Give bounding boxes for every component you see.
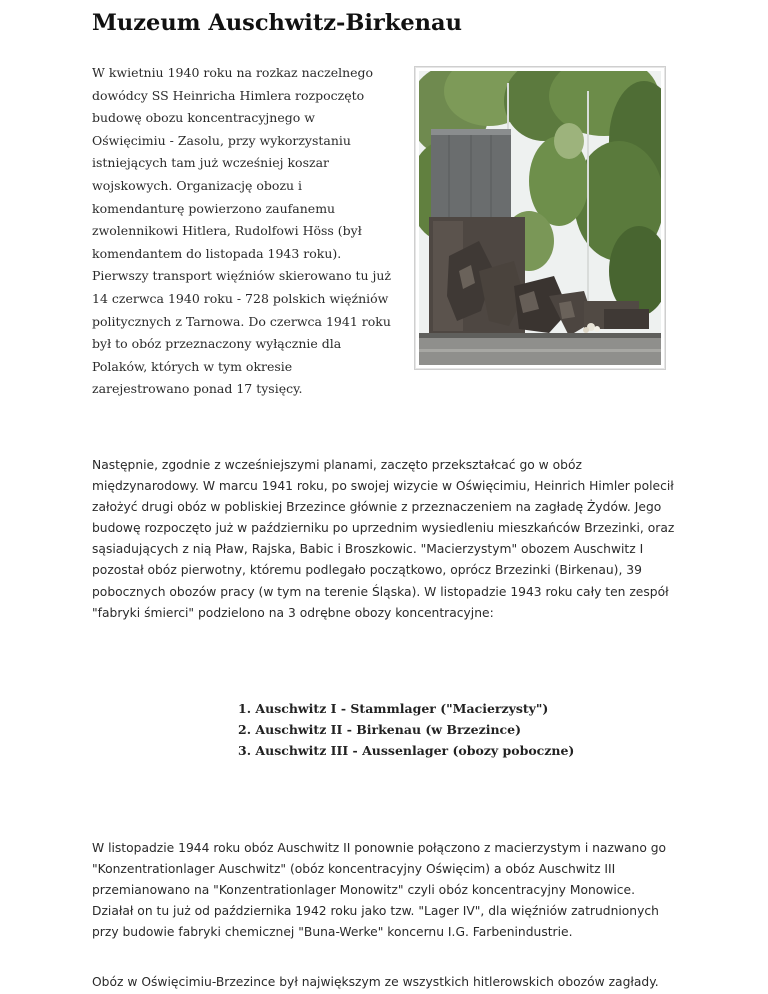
monument-image — [419, 71, 661, 365]
list-item: 1. Auschwitz I - Stammlager ("Macierzysty") — [238, 701, 549, 716]
monument-photo — [414, 66, 666, 370]
intro-paragraph: W kwietniu 1940 roku na rozkaz naczelnego dowódcy SS Heinricha Himlera rozpoczęto budowę obozu koncentracyjnego w Oświęcimiu - Zasolu, przy wykorzystaniu istniejących tam już wcześniej koszar wojskowych. Organizację obozu i komendanturę powierzono zaufanemu zwolennikowi Hitlera, Rudolfowi Höss (był komendantem do listopada 1943 roku). Pierwszy transport więźniów skierowano tu już 14 czerwca 1940 roku - 728 polskich więźniów politycznych z Tarnowa. Do czerwca 1941 roku był to obóz przeznaczony wyłącznie dla Polaków, których w tym okresie zarejestrowano ponad 17 tysięcy. — [92, 65, 392, 397]
paragraph-international-camp: Następnie, zgodnie z wcześniejszymi planami, zaczęto przekształcać go w obóz międzynarodowy. W marcu 1941 roku, po swojej wizycie w Oświęcimiu, Heinrich Himler polecił założyć drugi obóz w pobliskiej Brzezince głównie z przeznaczeniem na zagładę Żydów. Jego budowę rozpoczęto już w październiku po uprzednim wysiedleniu mieszkańców Brzezinki, oraz sąsiadujących z nią Pław, Rajska, Babic i Broszkowic. "Macierzystym" obozem Auschwitz I pozostał obóz pierwotny, któremu podlegało początkowo, oprócz Brzezinki (Birkenau), 39 pobocznych obozów pracy (w tym na terenie Śląska). W listopadzie 1943 roku cały ten zespół "fabryki śmierci" podzielono na 3 odrębne obozy koncentracyjne: — [92, 458, 675, 620]
list-item: 3. Auschwitz III - Aussenlager (obozy poboczne) — [238, 743, 575, 758]
paragraph-largest-camp: Obóz w Oświęcimiu-Brzezince był największym ze wszystkich hitlerowskich obozów zagłady. — [92, 975, 659, 989]
camp-list — [238, 698, 574, 761]
list-item: 2. Auschwitz II - Birkenau (w Brzezince) — [238, 722, 522, 737]
page-title: Muzeum Auschwitz-Birkenau — [92, 10, 462, 36]
paragraph-1944: W listopadzie 1944 roku obóz Auschwitz II ponownie połączono z macierzystym i nazwano go "Konzentrationlager Auschwitz" (obóz koncentracyjny Oświęcim) a obóz Auschwitz III przemianowano na "Konzentrationlager Monowitz" czyli obóz koncentracyjny Monowice. Działał on tu już od października 1942 roku jako tzw. "Lager IV", dla więźniów zatrudnionych przy budowie fabryki chemicznej "Buna-Werke" koncernu I.G. Farbenindustrie. — [92, 841, 667, 940]
intro-section — [92, 62, 392, 401]
